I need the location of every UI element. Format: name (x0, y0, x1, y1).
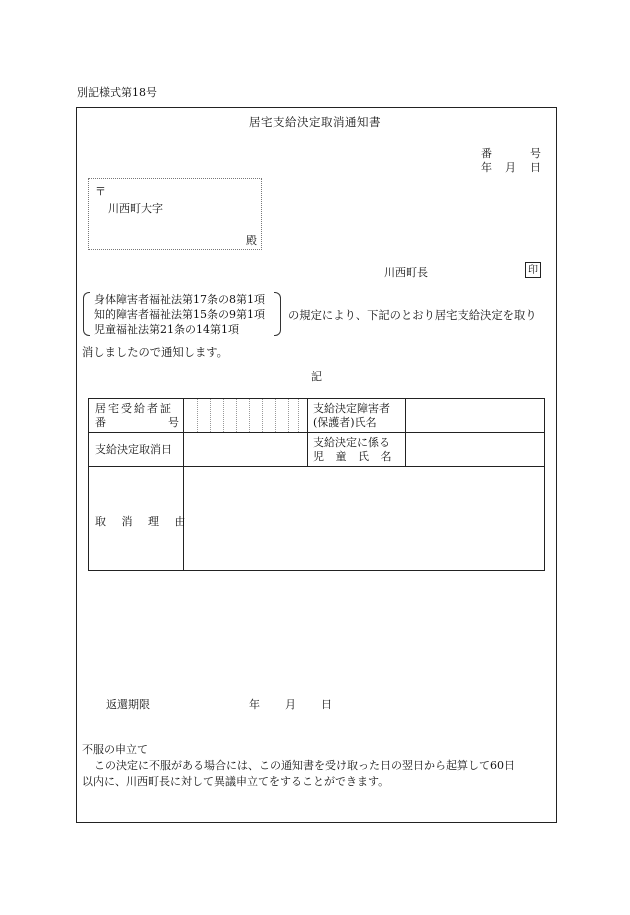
form-number: 別記様式第18号 (77, 86, 157, 99)
appeal-heading: 不服の申立て (82, 743, 148, 756)
recipient-label-line-1: 支給決定障害者 (313, 402, 390, 415)
number-label-ban: 番 (481, 147, 492, 160)
cancel-date-label: 支給決定取消日 (95, 443, 172, 456)
table-col-line (183, 399, 184, 571)
return-deadline-day: 日 (321, 698, 332, 711)
table-row-line (89, 432, 544, 433)
cert-label-line-1: 居宅受給者証 (95, 402, 173, 415)
date-day: 日 (530, 161, 541, 174)
info-table (88, 398, 545, 571)
brace-right (274, 292, 281, 336)
return-deadline-month: 月 (285, 698, 296, 711)
seal-stamp: 印 (525, 262, 541, 278)
address-town: 川西町大字 (108, 202, 163, 215)
return-deadline-label: 返還期限 (106, 698, 150, 711)
child-label-line-2: 児 童 氏 名 (313, 450, 396, 463)
issuer-title: 川西町長 (384, 266, 428, 279)
appeal-line-1: この決定に不服がある場合には、この通知書を受け取った日の翌日から起算して60日 (94, 759, 515, 772)
cert-label-line-2: 番 号 (95, 416, 179, 429)
number-label-go: 号 (530, 147, 541, 160)
table-row-line (89, 466, 544, 467)
child-label-line-1: 支給決定に係る (313, 436, 390, 449)
recipient-label-line-2: (保護者)氏名 (313, 416, 377, 429)
date-month: 月 (505, 161, 516, 174)
ki-mark: 記 (311, 370, 322, 383)
appeal-line-2: 以内に、川西町長に対して異議申立てをすることができます。 (82, 775, 390, 788)
reason-label: 取 消 理 由 (95, 515, 192, 528)
law-line-1: 身体障害者福祉法第17条の8第1項 (94, 293, 265, 306)
brace-left (83, 292, 90, 336)
postal-mark: 〒 (95, 185, 106, 198)
table-col-line (307, 399, 308, 466)
honorific: 殿 (246, 234, 257, 247)
body-line-2: 消しましたので通知します。 (82, 346, 228, 359)
law-line-3: 児童福祉法第21条の14第1項 (94, 323, 239, 336)
document-title: 居宅支給決定取消通知書 (249, 115, 381, 129)
table-col-line (405, 399, 406, 466)
return-deadline-year: 年 (249, 698, 260, 711)
law-line-2: 知的障害者福祉法第15条の9第1項 (94, 308, 265, 321)
date-year: 年 (481, 161, 492, 174)
body-line-1: の規定により、下記のとおり居宅支給決定を取り (288, 309, 537, 322)
